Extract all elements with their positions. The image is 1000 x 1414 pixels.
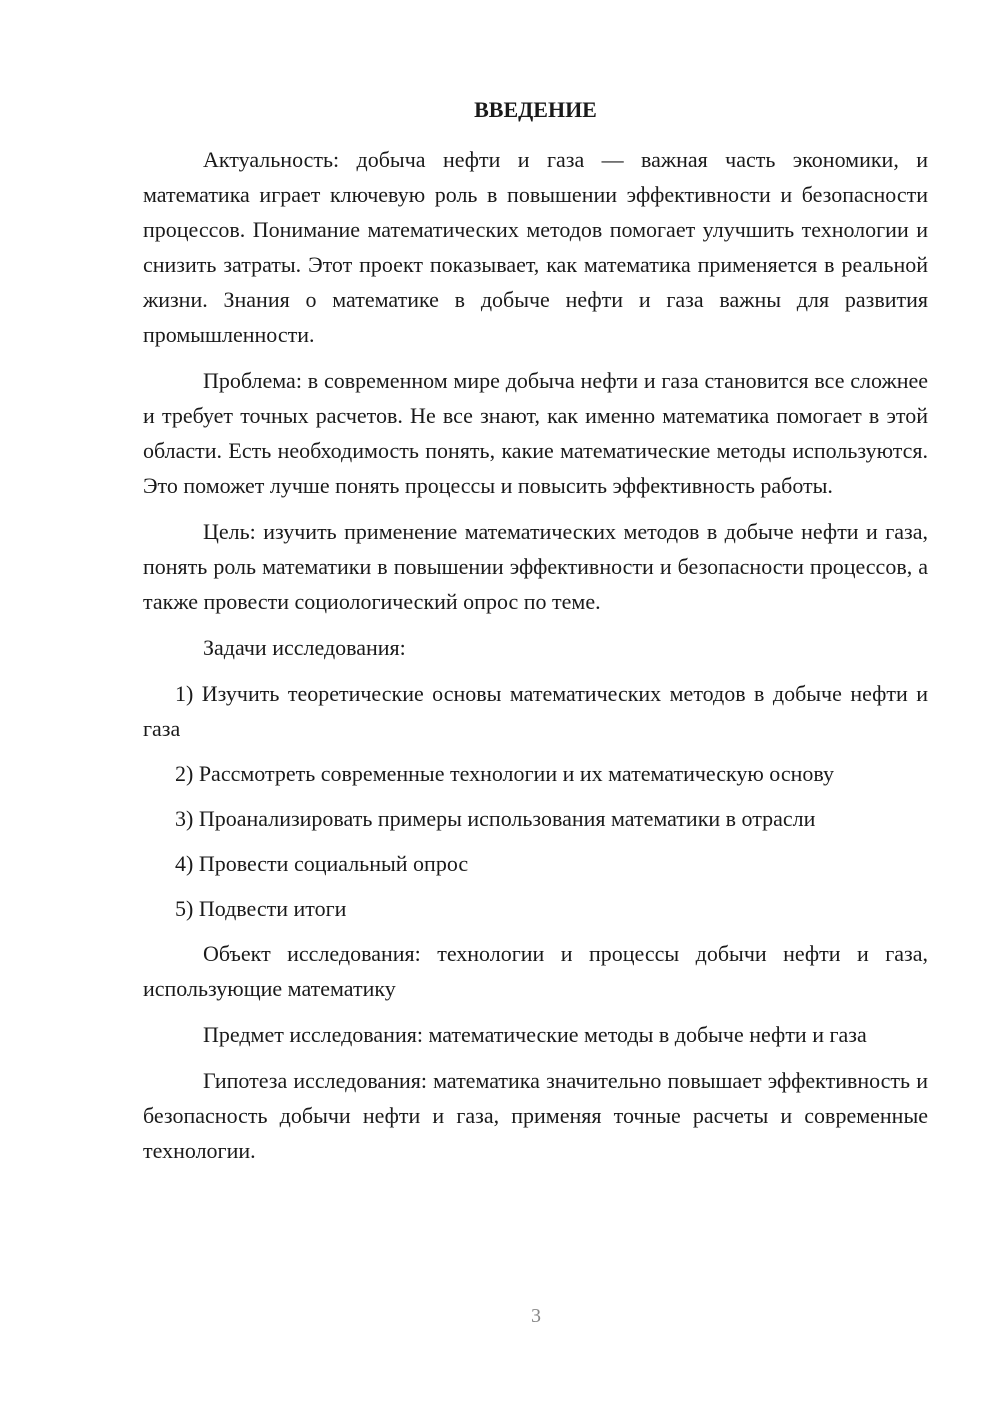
task-item: 1) Изучить теоретические основы математических методов в добыче нефти и газа — [143, 681, 928, 741]
task-item: 5) Подвести итоги — [175, 896, 347, 921]
tasks-heading: Задачи исследования: — [203, 635, 406, 660]
task-item: 2) Рассмотреть современные технологии и их математическую основу — [175, 761, 835, 786]
document-page — [143, 92, 928, 1179]
object-paragraph: Объект исследования: технологии и процессы добычи нефти и газа, использующие математику — [143, 941, 928, 1001]
problem-paragraph: Проблема: в современном мире добыча нефти и газа становится все сложнее и требует точных расчетов. Не все знают, как именно математика помогает в этой области. Есть необходимость понять, какие математические методы используются. Это поможет лучше понять процессы и повысить эффективность работы. — [143, 368, 928, 498]
task-item: 4) Провести социальный опрос — [175, 851, 469, 876]
goal-paragraph: Цель: изучить применение математических методов в добыче нефти и газа, понять роль математики в повышении эффективности и безопасности процессов, а также провести социологический опрос по теме. — [143, 519, 928, 614]
relevance-paragraph: Актуальность: добыча нефти и газа — важная часть экономики, и математика играет ключевую роль в повышении эффективности и безопасности процессов. Понимание математических методов помогает улучшить технологии и снизить затраты. Этот проект показывает, как математика применяется в реальной жизни. Знания о математике в добыче нефти и газа важны для развития промышленности. — [143, 147, 928, 347]
task-item: 3) Проанализировать примеры использования математики в отрасли — [175, 806, 816, 831]
hypothesis-paragraph: Гипотеза исследования: математика значительно повышает эффективность и безопасность добычи нефти и газа, применяя точные расчеты и современные технологии. — [143, 1068, 928, 1163]
page-number: 3 — [531, 1305, 541, 1327]
subject-paragraph: Предмет исследования: математические методы в добыче нефти и газа — [203, 1022, 867, 1047]
section-title: ВВЕДЕНИЕ — [474, 97, 597, 122]
